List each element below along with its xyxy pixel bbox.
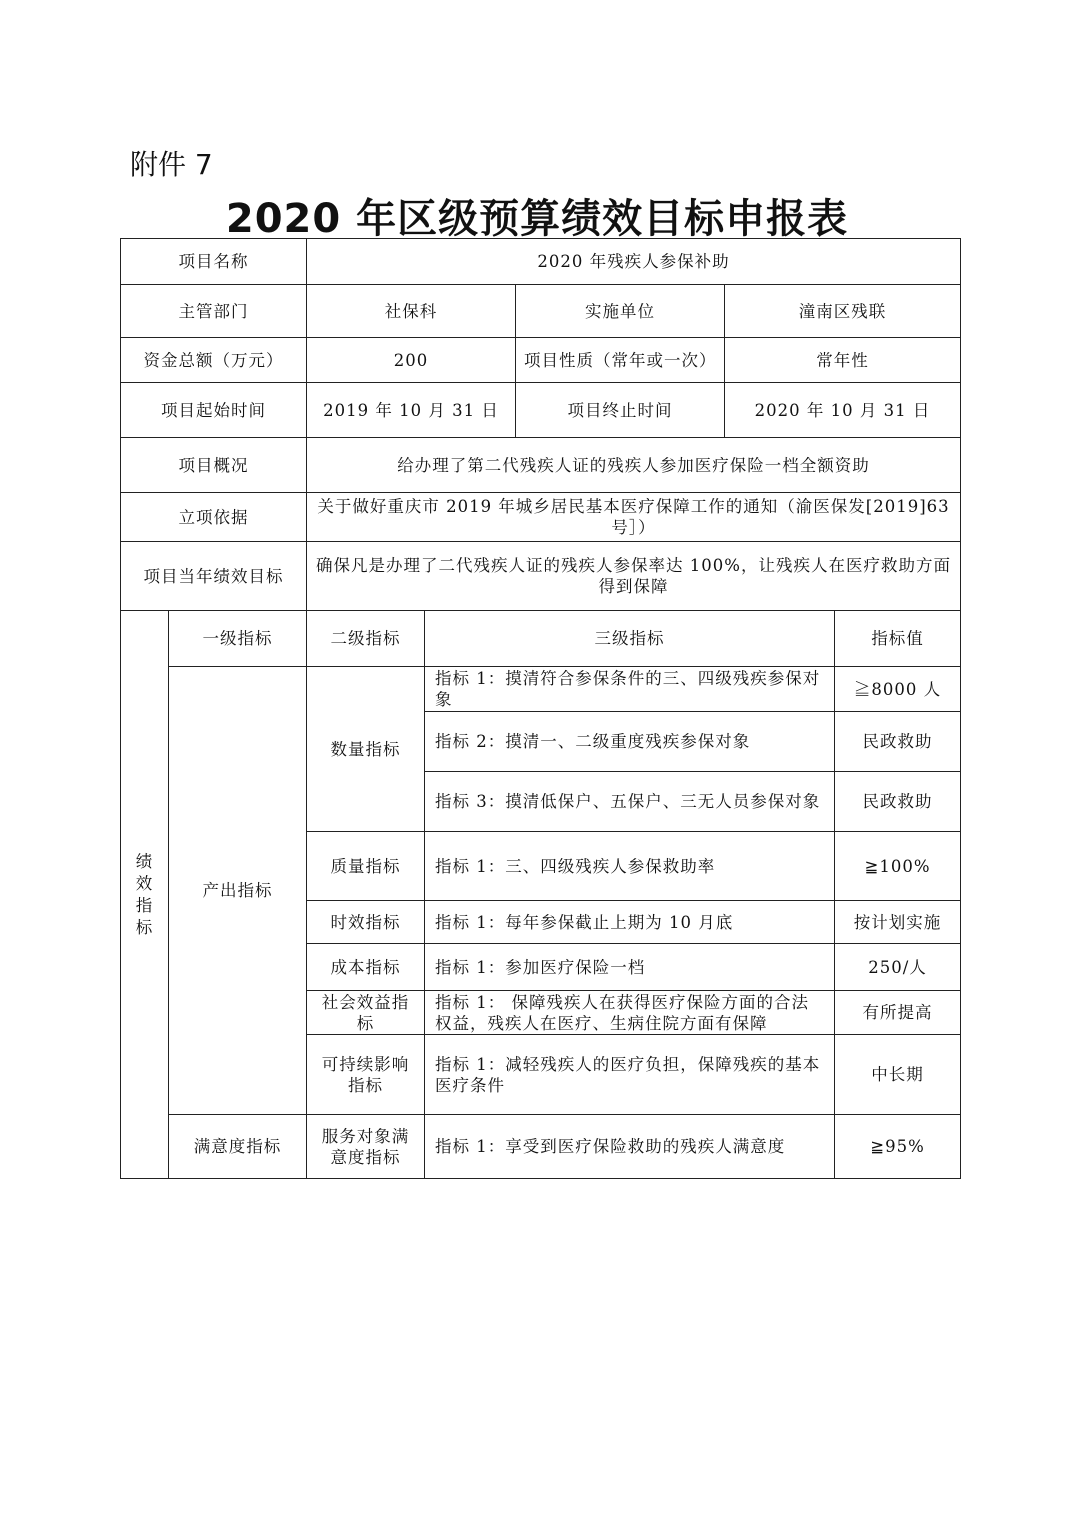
form-title: 2020 年区级预算绩效目标申报表	[225, 196, 849, 242]
basis-label: 立项依据	[121, 493, 307, 542]
quantity-indicator-label: 数量指标	[307, 667, 425, 832]
indicator-text: 指标 2：摸清一、二级重度残疾参保对象	[425, 712, 835, 772]
indicator-text: 指标 1：每年参保截止上期为 10 月底	[425, 901, 835, 944]
performance-indicators-label: 绩效指标	[121, 611, 169, 1179]
level2-label: 时效指标	[307, 901, 425, 944]
level2-label: 服务对象满意度指标	[307, 1115, 425, 1179]
indicator-text: 指标 1：三、四级残疾人参保救助率	[425, 832, 835, 901]
goal-label: 项目当年绩效目标	[121, 542, 307, 611]
dept-label: 主管部门	[121, 285, 307, 338]
basis-value: 关于做好重庆市 2019 年城乡居民基本医疗保障工作的通知（渝医保发[2019]63 号］）	[307, 493, 961, 542]
start-value: 2019 年 10 月 31 日	[307, 383, 516, 438]
indicator-value: ≧95%	[835, 1115, 961, 1179]
goal-value: 确保凡是办理了二代残疾人证的残疾人参保率达 100%，让残疾人在医疗救助方面得到保障	[307, 542, 961, 611]
level2-label: 质量指标	[307, 832, 425, 901]
indicator-value: 有所提高	[835, 991, 961, 1035]
indicator-text: 指标 3：摸清低保户、五保户、三无人员参保对象	[425, 772, 835, 832]
indicator-value: 民政救助	[835, 772, 961, 832]
end-value: 2020 年 10 月 31 日	[725, 383, 961, 438]
level2-label: 社会效益指标	[307, 991, 425, 1035]
indicator-text: 指标 1：减轻残疾人的医疗负担，保障残疾的基本医疗条件	[425, 1035, 835, 1115]
performance-target-table	[120, 238, 961, 1179]
indicator-value: 按计划实施	[835, 901, 961, 944]
nature-value: 常年性	[725, 338, 961, 383]
indicator-value: 中长期	[835, 1035, 961, 1115]
nature-label: 项目性质（常年或一次）	[516, 338, 725, 383]
header-level1: 一级指标	[169, 611, 307, 667]
indicator-text: 指标 1：享受到医疗保险救助的残疾人满意度	[425, 1115, 835, 1179]
funds-label: 资金总额（万元）	[121, 338, 307, 383]
header-level3: 三级指标	[425, 611, 835, 667]
level2-label: 成本指标	[307, 944, 425, 991]
project-name-value: 2020 年残疾人参保补助	[307, 239, 961, 285]
impl-unit-value: 潼南区残联	[725, 285, 961, 338]
indicator-text: 指标 1： 保障残疾人在获得医疗保险方面的合法权益，残疾人在医疗、生病住院方面有保障	[425, 991, 835, 1035]
start-label: 项目起始时间	[121, 383, 307, 438]
dept-value: 社保科	[307, 285, 516, 338]
indicator-text: 指标 1：参加医疗保险一档	[425, 944, 835, 991]
header-level2: 二级指标	[307, 611, 425, 667]
indicator-value: ≧8000 人	[835, 667, 961, 712]
overview-value: 给办理了第二代残疾人证的残疾人参加医疗保险一档全额资助	[307, 438, 961, 493]
indicator-text: 指标 1：摸清符合参保条件的三、四级残疾参保对象	[425, 667, 835, 712]
output-indicator-label: 产出指标	[169, 667, 307, 1115]
end-label: 项目终止时间	[516, 383, 725, 438]
indicator-value: ≧100%	[835, 832, 961, 901]
project-name-label: 项目名称	[121, 239, 307, 285]
attachment-label: 附件 7	[130, 148, 213, 181]
funds-value: 200	[307, 338, 516, 383]
indicator-value: 250/人	[835, 944, 961, 991]
overview-label: 项目概况	[121, 438, 307, 493]
indicator-value: 民政救助	[835, 712, 961, 772]
impl-unit-label: 实施单位	[516, 285, 725, 338]
satisfaction-indicator-label: 满意度指标	[169, 1115, 307, 1179]
header-value: 指标值	[835, 611, 961, 667]
level2-label: 可持续影响指标	[307, 1035, 425, 1115]
